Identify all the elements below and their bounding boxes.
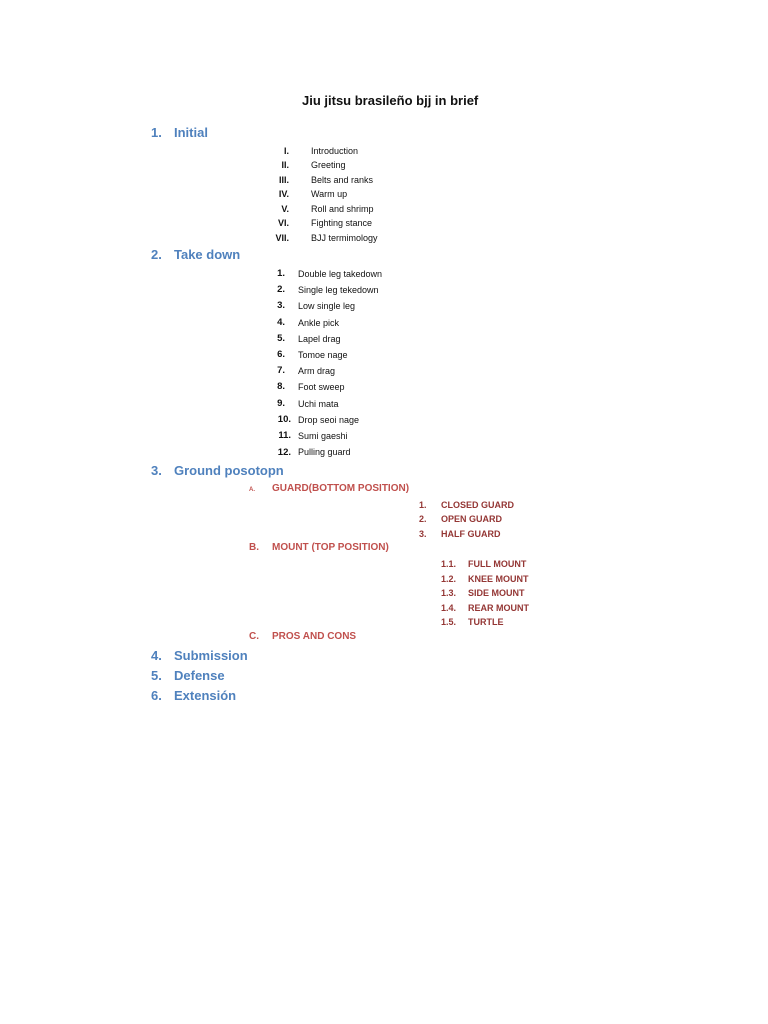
list-item-number: VII. <box>275 233 289 243</box>
section-label: Ground posotopn <box>174 463 284 478</box>
list-item: Uchi mata <box>298 399 339 409</box>
subsection-letter: C. <box>249 631 259 642</box>
list-item-number: III. <box>278 175 289 185</box>
list-item-number: 6. <box>277 349 285 360</box>
list-item: Introduction <box>311 146 359 156</box>
list-item-number: 1.5. <box>441 617 457 627</box>
list-item: SIDE MOUNT <box>468 588 525 598</box>
section-number: 2. <box>151 247 162 262</box>
list-item-number: 12. <box>277 447 291 458</box>
list-item: Belts and ranks <box>311 175 374 185</box>
list-item-number: 1.2. <box>441 574 457 584</box>
list-item-number: 11. <box>278 430 291 441</box>
subsection-mount: MOUNT (TOP POSITION) <box>272 542 389 553</box>
list-item-number: 1.1. <box>441 559 457 569</box>
section-number: 1. <box>151 125 162 140</box>
list-item-number: 2. <box>277 284 285 295</box>
section-number: 3. <box>151 463 162 478</box>
list-item: Ankle pick <box>298 318 340 328</box>
list-item-number: 5. <box>277 333 285 344</box>
list-item: CLOSED GUARD <box>441 500 515 510</box>
list-item-number: II. <box>281 160 289 170</box>
list-item-number: 1. <box>419 500 427 510</box>
section-number: 5. <box>151 668 162 683</box>
list-item-number: 3. <box>419 529 427 539</box>
list-item-number: I. <box>283 146 289 156</box>
list-item: Pulling guard <box>298 447 351 457</box>
list-item-number: 1.3. <box>441 588 457 598</box>
subsection-pros-cons: PROS AND CONS <box>272 631 357 642</box>
list-item: Sumi gaeshi <box>298 431 348 441</box>
list-item: Drop seoi nage <box>298 415 360 425</box>
list-item: Double leg takedown <box>298 269 383 279</box>
list-item: FULL MOUNT <box>468 559 527 569</box>
subsection-guard: GUARD(BOTTOM POSITION) <box>272 483 410 494</box>
list-item-number: 1.4. <box>441 603 457 613</box>
list-item-number: 3. <box>277 300 285 311</box>
subsection-letter: B. <box>249 542 259 553</box>
subsection-letter: A. <box>249 487 255 493</box>
list-item-number: 4. <box>277 317 285 328</box>
list-item: Fighting stance <box>311 218 373 228</box>
list-item: BJJ termimology <box>311 233 378 243</box>
list-item: Lapel drag <box>298 334 341 344</box>
list-item-number: VI. <box>277 218 289 228</box>
list-item-number: IV. <box>278 189 289 199</box>
list-item-number: V. <box>281 204 289 214</box>
list-item: Arm drag <box>298 366 336 376</box>
section-label: Initial <box>174 125 208 140</box>
list-item-number: 1. <box>277 268 285 279</box>
list-item: Warm up <box>311 189 348 199</box>
section-label: Extensión <box>174 688 237 703</box>
list-item: OPEN GUARD <box>441 514 503 524</box>
list-item: Greeting <box>311 160 346 170</box>
list-item: Foot sweep <box>298 382 345 392</box>
section-label: Defense <box>174 668 225 683</box>
list-item-number: 8. <box>277 381 285 392</box>
list-item-number: 7. <box>277 365 285 376</box>
section-label: Submission <box>174 648 248 663</box>
document-title: Jiu jitsu brasileño bjj in brief <box>302 93 479 108</box>
list-item: Tomoe nage <box>298 350 348 360</box>
list-item: HALF GUARD <box>441 529 501 539</box>
list-item-number: 2. <box>419 514 427 524</box>
list-item: KNEE MOUNT <box>468 574 529 584</box>
list-item: Single leg tekedown <box>298 285 379 295</box>
list-item: Low single leg <box>298 301 356 311</box>
list-item: Roll and shrimp <box>311 204 374 214</box>
list-item-number: 9. <box>277 398 285 409</box>
list-item: TURTLE <box>468 617 504 627</box>
section-number: 4. <box>151 648 162 663</box>
section-number: 6. <box>151 688 162 703</box>
section-label: Take down <box>174 247 241 262</box>
list-item: REAR MOUNT <box>468 603 529 613</box>
list-item-number: 10. <box>277 414 291 425</box>
